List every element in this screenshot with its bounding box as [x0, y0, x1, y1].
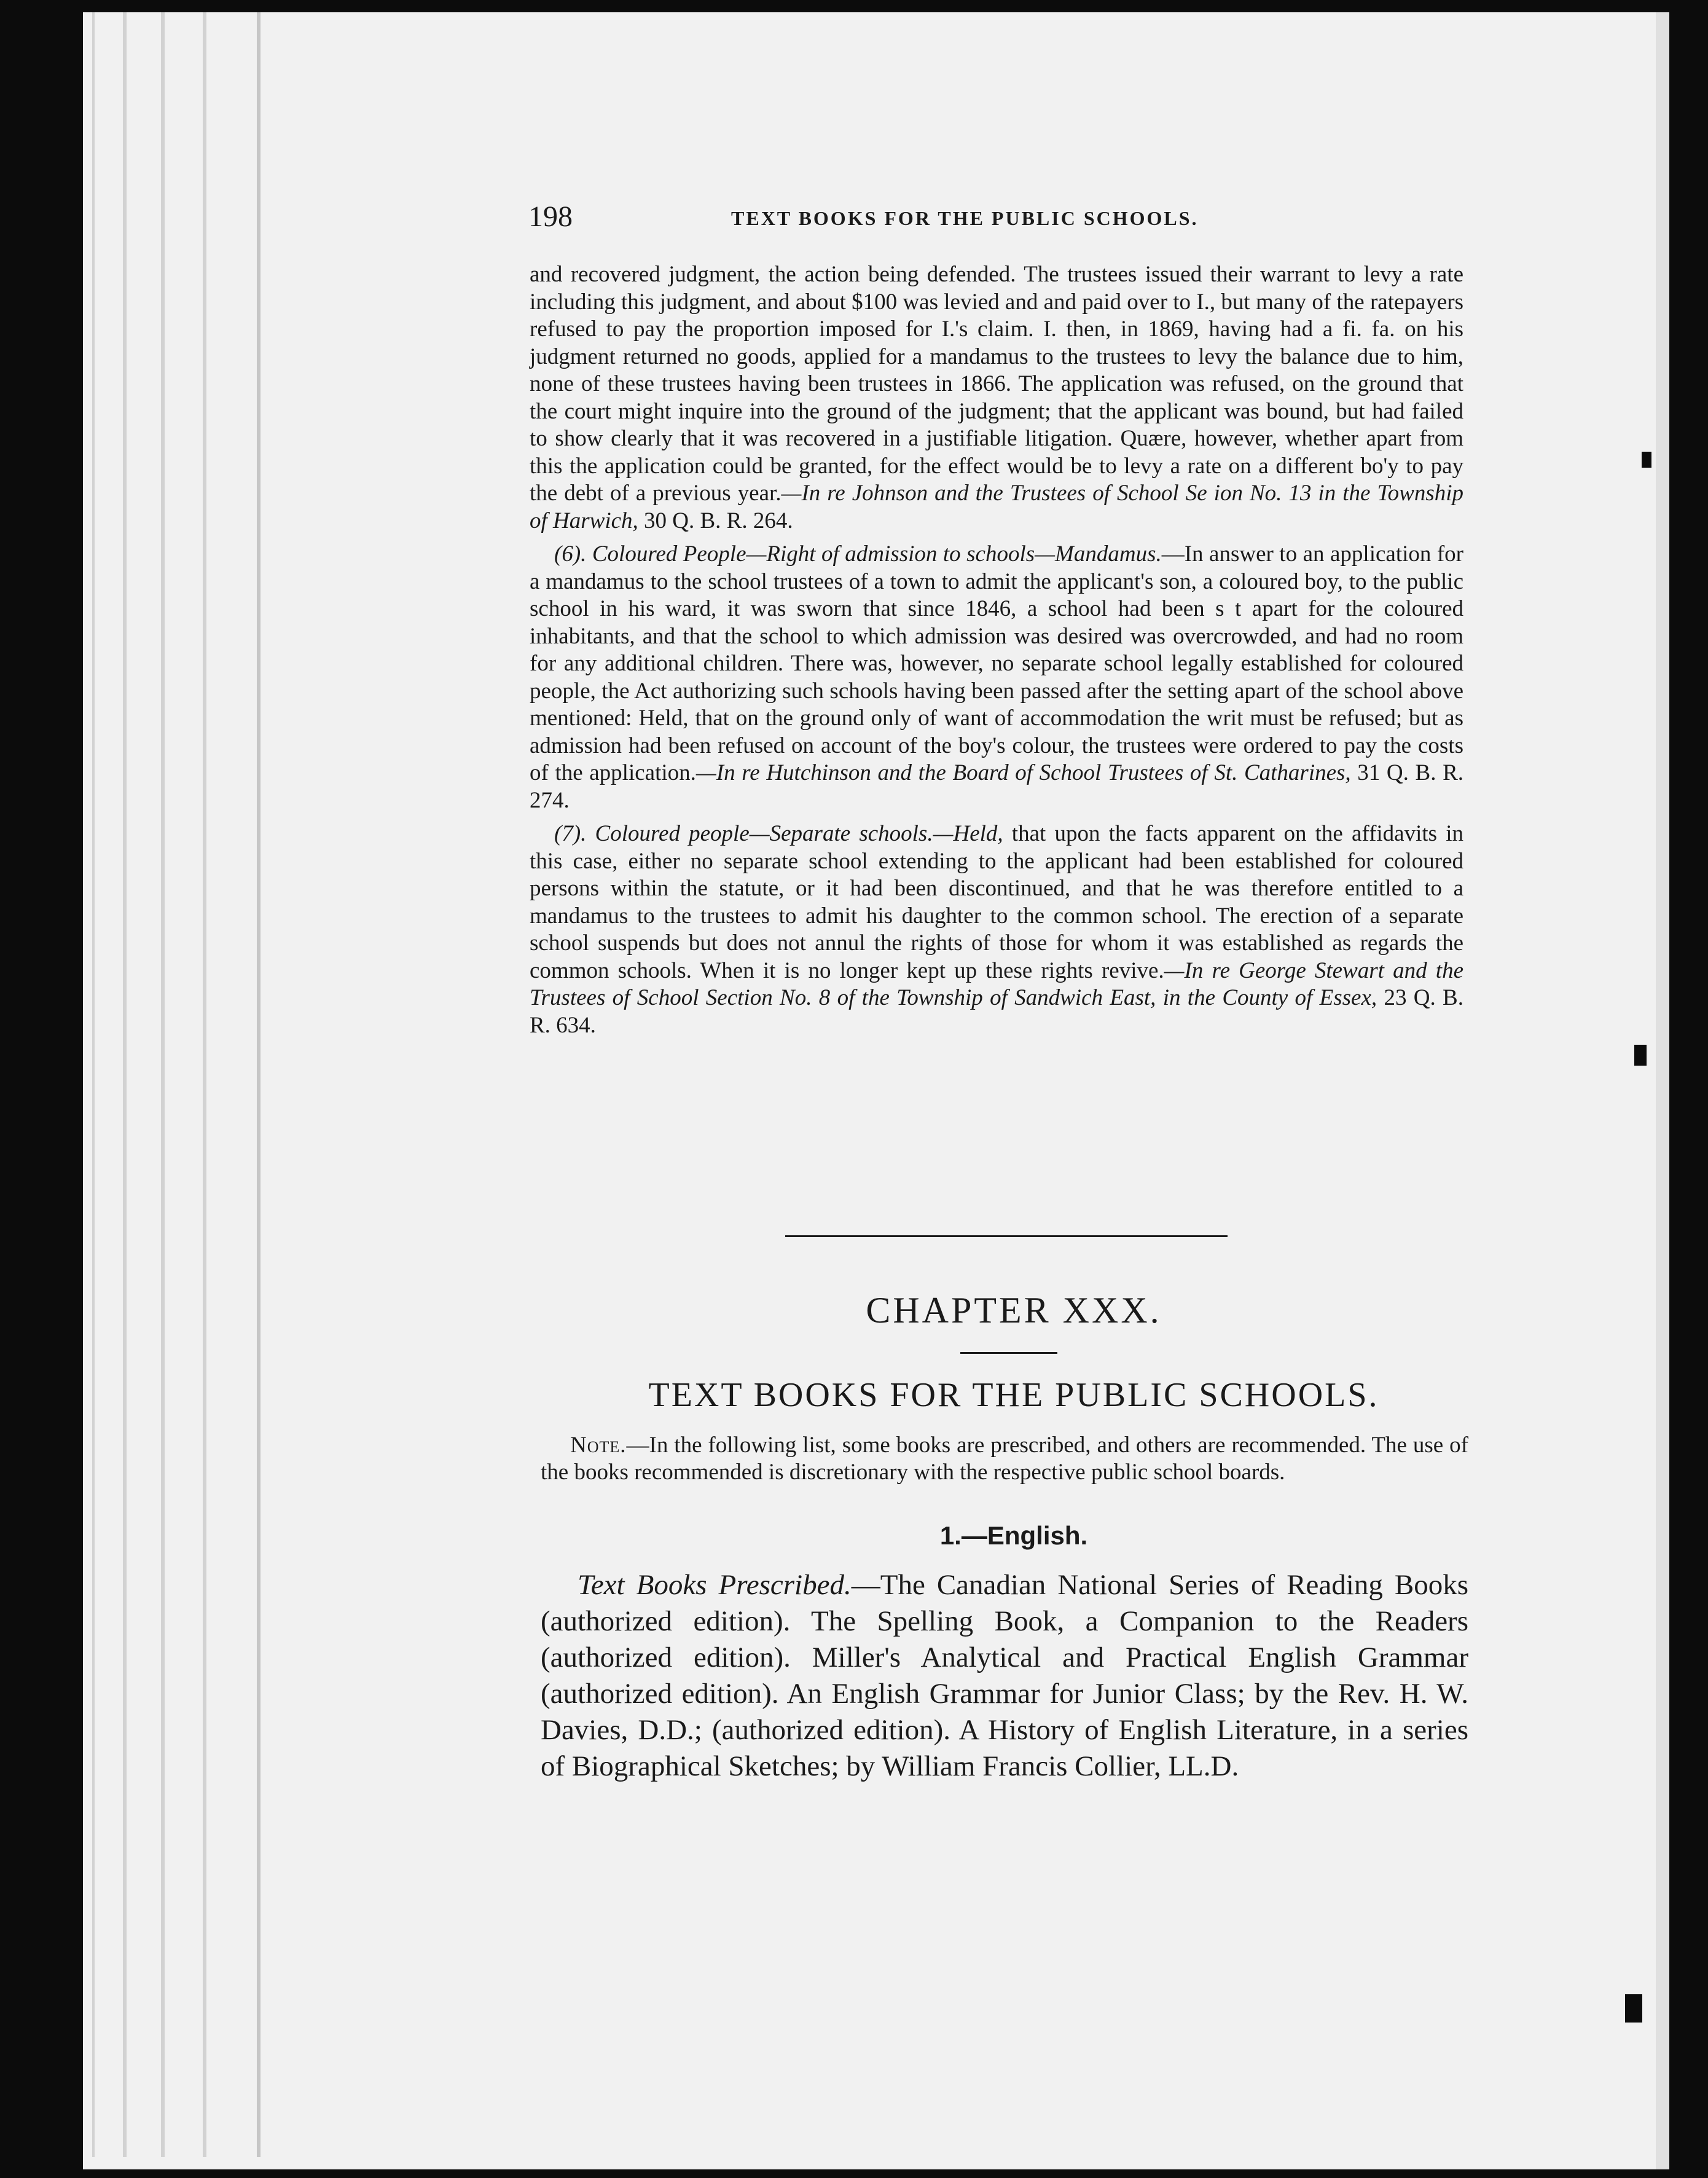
chapter-subject: TEXT BOOKS FOR THE PUBLIC SCHOOLS. [648, 1376, 1379, 1414]
case-text: that upon the facts apparent on the affidavits in this case, either no separate school extending to the applicant had been established for coloured persons within the statute, or it had been discontinued, and that he was therefore entitled to a mandamus to the trustees to admit his daughter to the common school. The erection of a separate school suspends but does not annul the rights of those for whom it was established as regards the common schools. When it is no longer kept up these rights revive. [530, 821, 1463, 983]
prescribed-label: Text Books Prescribed. [578, 1569, 852, 1601]
chapter-title: CHAPTER XXX. [866, 1290, 1162, 1331]
case-text: —In answer to an application for a mandamus to the school trustees of a town to admit the applicant's son, a coloured boy, to the public school in his ward, it was sworn that since 1846, a school had been s t apart for the coloured inhabitants, and that the school to which admission was desired was overcrowded, and had no room for any additional children. There was, however, no separate school legally established for coloured people, the Act authorizing such schools having been passed after the setting apart of the school above mentioned: Held, that on the ground only of want of accommodation the writ must be refused; but as admission had been refused on account of the boy's colour, the trustees were ordered to pay the costs of the application. [530, 541, 1464, 785]
case-notes [530, 261, 1463, 1039]
chapter-note [541, 1432, 1468, 1486]
case-citation: —In re Hutchinson and the Board of School Trustees of St. Catharines, [695, 760, 1351, 785]
page-stack-edge [161, 12, 165, 2157]
case-text: and recovered judgment, the action being defended. The trustees issued their warrant to levy a rate including this judgment, and about $100 was levied and and paid over to I., but many of the ratepayers refused to pay the proportion imposed for I.'s claim. I. then, in 1869, having had a fi. fa. on his judgment returned no goods, applied for a mandamus to the trustees to levy the balance due to him, none of these trustees having been trustees in 1866. The application was refused, on the ground that the court might inquire into the ground of the judgment; that the applicant was bound, but had failed to show clearly that it was recovered in a justifiable litigation. Quære, however, whether apart from this the application could be granted, for the effect would be to levy a rate on a different bo'y to pay the debt of a previous year. [530, 262, 1463, 506]
scan-mark [1625, 1994, 1642, 2023]
case-citation: —In re Johnson and the Trustees of School Se ion No. 13 in the Township of Harwich, [530, 481, 1463, 533]
running-title: TEXT BOOKS FOR THE PUBLIC SCHOOLS. [731, 207, 1199, 229]
note-label: Note. [570, 1433, 627, 1458]
scan-mark [1634, 1045, 1647, 1066]
case-paragraph [530, 261, 1463, 535]
case-report-ref: 30 Q. B. R. 264. [638, 508, 793, 533]
note-text: —In the following list, some books are prescribed, and others are recommended. The use of the books recommended is discretionary with the respective public school boards. [541, 1433, 1468, 1485]
page-stack-edge [92, 12, 95, 2157]
section-divider [785, 1235, 1228, 1237]
running-head [528, 200, 1272, 237]
chapter-rule [960, 1352, 1057, 1354]
page-stack-edge [257, 12, 261, 2157]
page-stack-edge [203, 12, 206, 2157]
case-heading: (7). Coloured people—Separate schools.—Held, [554, 821, 1003, 846]
subsection-title: 1.—English. [939, 1521, 1088, 1550]
case-report-ref: 23 Q. B. R. 634. [530, 985, 1463, 1038]
page-number: 198 [528, 200, 573, 233]
case-paragraph [530, 820, 1463, 1039]
case-heading: (6). Coloured People—Right of admission to schools—Mandamus. [554, 541, 1162, 567]
prescribed-books [541, 1567, 1468, 1785]
page-stack-edge [123, 12, 127, 2157]
case-report-ref: 31 Q. B. R. 274. [530, 760, 1463, 813]
prescribed-list: —The Canadian National Series of Reading Books (authorized edition). The Spelling Book, a Companion to the Readers (authorized edition). Miller's Analytical and Practical English Grammar (authorized edition). An English Grammar for Junior Class; by the Rev. H. W. Davies, D.D.; (authorized edition). A History of English Literature, in a series of Biographical Sketches; by William Francis Collier, LL.D. [541, 1569, 1468, 1782]
scan-border-right [1669, 12, 1708, 2169]
page-right-edge [1656, 12, 1669, 2169]
case-citation: —In re George Stewart and the Trustees of School Section No. 8 of the Township of Sandwich East, in the County of Essex, [530, 957, 1463, 1010]
scan-mark [1642, 452, 1651, 468]
case-paragraph [530, 541, 1463, 814]
